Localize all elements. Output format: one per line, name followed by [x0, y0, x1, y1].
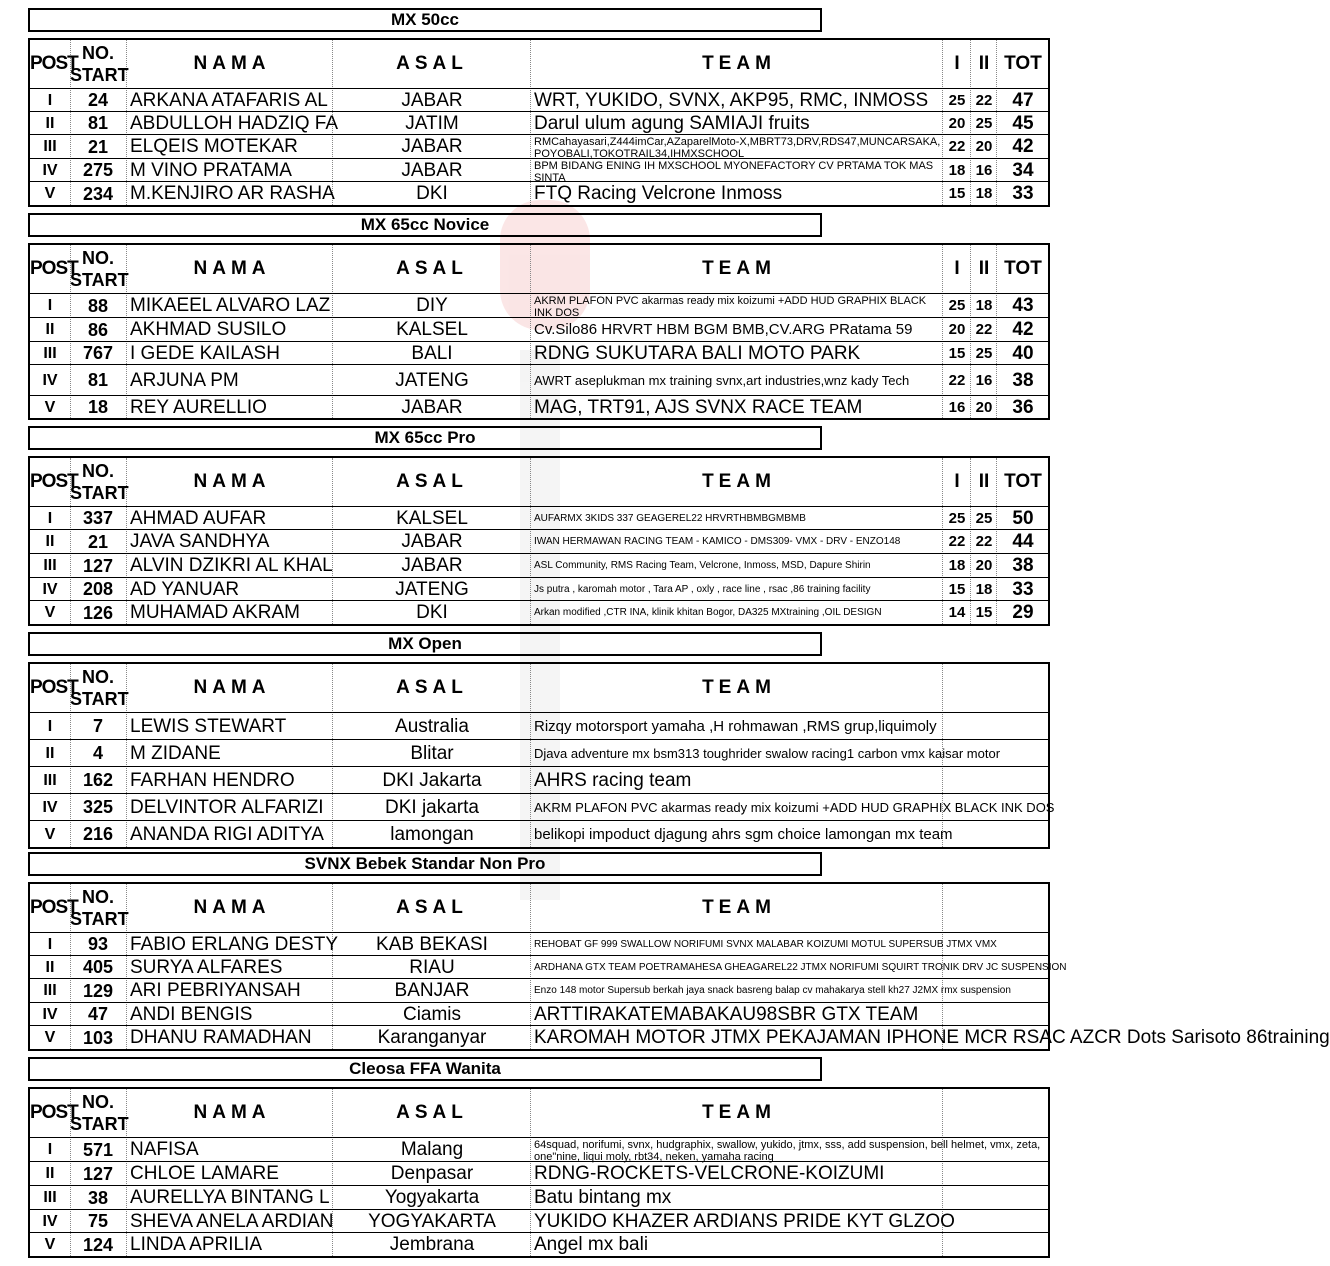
cell-asal: JABAR: [401, 160, 463, 181]
cell-s2: 25: [975, 345, 993, 362]
cell-nama: MUHAMAD AKRAM: [130, 602, 300, 623]
header-nama: NAMA: [193, 677, 271, 698]
cell-no: 103: [82, 1028, 114, 1048]
table-row: [30, 341, 1048, 365]
category-title: SVNX Bebek Standar Non Pro: [28, 852, 822, 876]
cell-team: Arkan modified ,CTR INA, klinik khitan Bogor, DA325 MXtraining ,OIL DESIGN: [534, 607, 882, 618]
cell-no: 275: [82, 160, 114, 180]
results-table: [28, 38, 1050, 207]
cell-pos: II: [45, 321, 55, 338]
cell-nama: ARI PEBRIYANSAH: [130, 980, 301, 1001]
header-no-start: [70, 1089, 129, 1137]
cell-nama: FARHAN HENDRO: [130, 770, 295, 791]
header-asal: ASAL: [396, 258, 468, 279]
cell-no: 127: [82, 1164, 114, 1184]
cell-team: KAROMAH MOTOR JTMX PEKAJAMAN IPHONE MCR RSAC AZCR Dots Sarisoto 86training: [534, 1027, 1330, 1048]
cell-team: RDNG-ROCKETS-VELCRONE-KOIZUMI: [534, 1163, 885, 1184]
cell-nama: I GEDE KAILASH: [130, 343, 280, 364]
cell-team: Angel mx bali: [534, 1234, 649, 1255]
cell-team: YUKIDO KHAZER ARDIANS PRIDE KYT GLZOO: [534, 1211, 955, 1232]
cell-pos: V: [44, 826, 56, 843]
cell-team: BPM BIDANG ENING IH MXSCHOOL MYONEFACTORY CV PRTAMA TOK MAS SINTA: [534, 160, 934, 184]
cell-tot: 43: [1012, 295, 1034, 316]
cell-no: 129: [82, 981, 114, 1001]
cell-tot: 47: [1012, 90, 1034, 111]
cell-asal: JABAR: [401, 90, 463, 111]
table-header: [30, 664, 1048, 712]
cell-s1: 15: [948, 345, 966, 362]
cell-team: FTQ Racing Velcrone Inmoss: [534, 183, 783, 204]
cell-pos: III: [43, 557, 57, 574]
cell-nama: SHEVA ANELA ARDIAN: [130, 1211, 334, 1232]
cell-no: 208: [82, 579, 114, 599]
results-table: [28, 1087, 1050, 1258]
cell-tot: 44: [1012, 531, 1034, 552]
cell-pos: II: [45, 533, 55, 550]
cell-nama: ABDULLOH HADZIQ FA: [130, 113, 338, 134]
cell-team: AHRS racing team: [534, 770, 692, 791]
header-s2: II: [978, 258, 990, 279]
header-asal: ASAL: [396, 897, 468, 918]
cell-team: AKRM PLAFON PVC akarmas ready mix koizumi +ADD HUD GRAPHIX BLACK INK DOS: [534, 800, 1055, 815]
cell-s2: 18: [975, 297, 993, 314]
cell-s2: 18: [975, 581, 993, 598]
header-team: TEAM: [702, 1102, 776, 1123]
header-no: NO.: [81, 1092, 114, 1112]
cell-asal: Malang: [400, 1139, 464, 1160]
table-header: [30, 245, 1048, 293]
header-pos: POST: [30, 471, 78, 492]
cell-team: AUFARMX 3KIDS 337 GEAGEREL22 HRVRTHBMBGMBMB: [534, 513, 806, 524]
cell-asal: DKI jakarta: [385, 797, 479, 818]
cell-pos: II: [45, 745, 55, 762]
cell-s1: 22: [948, 138, 966, 155]
header-team: TEAM: [702, 897, 776, 918]
cell-team: MAG, TRT91, AJS SVNX RACE TEAM: [534, 397, 863, 418]
table-row: [30, 955, 1067, 979]
table-row: [30, 181, 1048, 206]
header-s2: II: [978, 471, 990, 492]
cell-asal: JABAR: [401, 397, 463, 418]
header-nama: NAMA: [193, 897, 271, 918]
cell-team: AWRT aseplukman mx training svnx,art industries,wnz kady Tech: [534, 373, 910, 388]
table-row: [30, 506, 1048, 530]
cell-s1: 18: [948, 162, 966, 179]
cell-s2: 22: [975, 92, 993, 109]
cell-tot: 38: [1012, 370, 1034, 391]
cell-team: belikopi impoduct djagung ahrs sgm choice lamongan mx team: [534, 826, 953, 843]
cell-team: Djava adventure mx bsm313 toughrider swalow racing1 carbon vmx kaisar motor: [534, 746, 1001, 761]
cell-tot: 42: [1012, 136, 1034, 157]
cell-tot: 33: [1012, 183, 1034, 204]
table-header: [30, 1089, 1048, 1137]
header-team: TEAM: [702, 53, 776, 74]
table-row: [30, 820, 1048, 848]
cell-nama: DHANU RAMADHAN: [130, 1027, 312, 1048]
table-row: [30, 577, 1048, 601]
header-team: TEAM: [702, 258, 776, 279]
cell-pos: II: [45, 1165, 55, 1182]
cell-nama: LINDA APRILIA: [130, 1234, 263, 1255]
cell-tot: 36: [1012, 397, 1034, 418]
header-start: START: [70, 689, 129, 709]
cell-asal: DKI: [416, 183, 448, 204]
cell-no: 47: [87, 1004, 109, 1024]
header-no-start: [70, 40, 129, 88]
cell-s2: 25: [975, 115, 993, 132]
cell-tot: 42: [1012, 319, 1034, 340]
cell-s2: 25: [975, 510, 993, 527]
header-asal: ASAL: [396, 53, 468, 74]
cell-s1: 18: [948, 557, 966, 574]
table-header: [30, 884, 1048, 932]
cell-asal: Denpasar: [390, 1163, 474, 1184]
cell-no: 234: [82, 184, 114, 204]
cell-no: 93: [87, 934, 109, 954]
header-no-start: [70, 884, 129, 932]
cell-team: RDNG SUKUTARA BALI MOTO PARK: [534, 343, 861, 364]
cell-no: 88: [87, 296, 109, 316]
cell-tot: 45: [1012, 113, 1034, 134]
header-nama: NAMA: [193, 1102, 271, 1123]
table-row: [30, 1161, 1048, 1186]
header-s1: I: [954, 258, 960, 279]
cell-no: 24: [87, 90, 109, 110]
cell-no: 7: [92, 716, 103, 736]
cell-pos: IV: [42, 1213, 58, 1230]
cell-pos: V: [44, 185, 56, 202]
table-row: [30, 111, 1048, 135]
cell-nama: ALVIN DZIKRI AL KHAL: [130, 555, 333, 576]
cell-s1: 25: [948, 92, 966, 109]
header-pos: POST: [30, 897, 78, 918]
cell-tot: 29: [1012, 602, 1034, 623]
cell-pos: II: [45, 959, 55, 976]
cell-no: 75: [87, 1211, 109, 1231]
cell-asal: Karanganyar: [377, 1027, 487, 1048]
cell-pos: I: [47, 92, 53, 109]
cell-team: RMCahayasari,Z444imCar,AZaparelMoto-X,MBRT73,DRV,RDS47,MUNCARSAKA, POYOBALI,TOKOTRAIL34,IHMXSCHOOL: [534, 136, 941, 160]
table-row: [30, 1209, 1048, 1233]
cell-no: 216: [82, 824, 114, 844]
table-header: [30, 40, 1048, 88]
cell-asal: JABAR: [401, 531, 463, 552]
category-title: MX Open: [28, 632, 822, 656]
cell-asal: JATENG: [395, 370, 469, 391]
cell-no: 124: [82, 1235, 114, 1255]
cell-tot: 50: [1012, 508, 1034, 529]
cell-pos: I: [47, 1141, 53, 1158]
cell-nama: ANDI BENGIS: [130, 1004, 253, 1025]
cell-nama: AHMAD AUFAR: [130, 508, 267, 529]
cell-s1: 16: [948, 399, 966, 416]
cell-s1: 22: [948, 372, 966, 389]
header-no: NO.: [81, 461, 114, 481]
cell-asal: KALSEL: [396, 319, 468, 340]
header-no-start: [70, 664, 129, 712]
table-row: [30, 364, 1048, 396]
cell-nama: M VINO PRATAMA: [130, 160, 292, 181]
cell-pos: III: [43, 138, 57, 155]
table-row: [30, 158, 1048, 182]
cell-no: 162: [82, 770, 114, 790]
table-row: [30, 1185, 1048, 1210]
cell-nama: DELVINTOR ALFARIZI: [130, 797, 324, 818]
category-title: MX 65cc Pro: [28, 426, 822, 450]
cell-nama: AD YANUAR: [130, 579, 240, 600]
cell-no: 21: [87, 137, 109, 157]
cell-no: 18: [87, 397, 109, 417]
cell-s2: 20: [975, 399, 993, 416]
results-table: [28, 243, 1050, 420]
cell-nama: JAVA SANDHYA: [130, 531, 270, 552]
header-no: NO.: [81, 667, 114, 687]
header-no: NO.: [81, 43, 114, 63]
cell-team: REHOBAT GF 999 SWALLOW NORIFUMI SVNX MALABAR KOIZUMI MOTUL SUPERSUB JTMX VMX: [534, 939, 997, 950]
cell-pos: I: [47, 510, 53, 527]
cell-asal: RIAU: [409, 957, 455, 978]
header-nama: NAMA: [193, 53, 271, 74]
cell-asal: BANJAR: [394, 980, 470, 1001]
cell-s1: 25: [948, 297, 966, 314]
results-table: [28, 456, 1050, 626]
cell-team: ASL Community, RMS Racing Team, Velcrone, Inmoss, MSD, Dapure Shirin: [534, 560, 871, 571]
table-row: [30, 317, 1048, 342]
cell-pos: V: [44, 399, 56, 416]
cell-no: 571: [82, 1140, 114, 1160]
header-pos: POST: [30, 677, 78, 698]
cell-no: 767: [82, 343, 114, 363]
cell-team: WRT, YUKIDO, SVNX, AKP95, RMC, INMOSS: [534, 90, 929, 111]
header-s2: II: [978, 53, 990, 74]
cell-team: 64squad, norifumi, svnx, hudgraphix, swallow, yukido, jtmx, sss, add suspension, bell helmet, vmx, zeta, one"nine, liqui moly, rbt34, neken, yamaha racing: [534, 1139, 1041, 1163]
cell-nama: ARKANA ATAFARIS AL: [130, 90, 328, 111]
table-row: [30, 932, 1048, 956]
cell-nama: ELQEIS MOTEKAR: [130, 136, 298, 157]
header-asal: ASAL: [396, 677, 468, 698]
cell-pos: I: [47, 718, 53, 735]
cell-s1: 20: [948, 115, 966, 132]
cell-nama: LEWIS STEWART: [130, 716, 287, 737]
cell-pos: V: [44, 1236, 56, 1253]
cell-asal: JATENG: [395, 579, 469, 600]
header-asal: ASAL: [396, 1102, 468, 1123]
results-table: [28, 662, 1055, 849]
header-s1: I: [954, 53, 960, 74]
cell-s2: 20: [975, 557, 993, 574]
header-nama: NAMA: [193, 471, 271, 492]
cell-s1: 15: [948, 581, 966, 598]
cell-asal: DKI Jakarta: [382, 770, 482, 791]
cell-s1: 20: [948, 321, 966, 338]
cell-team: Js putra , karomah motor , Tara AP , oxly , race line , rsac ,86 training facility: [534, 584, 871, 595]
cell-no: 81: [87, 113, 109, 133]
header-pos: POST: [30, 1102, 78, 1123]
cell-pos: IV: [42, 162, 58, 179]
table-row: [30, 600, 1048, 625]
table-row: [30, 529, 1048, 554]
cell-nama: M ZIDANE: [130, 743, 221, 764]
cell-team: Enzo 148 motor Supersub berkah jaya snack basreng balap cv mahakarya stell kh27 J2MX rmx suspension: [534, 985, 1011, 996]
cell-pos: IV: [42, 372, 58, 389]
cell-pos: II: [45, 115, 55, 132]
cell-nama: ANANDA RIGI ADITYA: [130, 824, 324, 845]
cell-nama: SURYA ALFARES: [130, 957, 283, 978]
header-no-start: [70, 245, 129, 293]
cell-team: IWAN HERMAWAN RACING TEAM - KAMICO - DMS309- VMX - DRV - ENZO148: [534, 536, 901, 547]
table-row: [30, 395, 1048, 419]
cell-tot: 40: [1012, 343, 1034, 364]
cell-pos: III: [43, 772, 57, 789]
header-tot: TOT: [1004, 471, 1042, 492]
cell-pos: I: [47, 297, 53, 314]
cell-team: Cv.Silo86 HRVRT HBM BGM BMB,CV.ARG PRatama 59: [534, 321, 913, 338]
cell-tot: 38: [1012, 555, 1034, 576]
header-no-start: [70, 458, 129, 506]
cell-nama: MIKAEEL ALVARO LAZ: [130, 295, 331, 316]
cell-s1: 15: [948, 185, 966, 202]
cell-no: 405: [82, 957, 114, 977]
cell-team: Darul ulum agung SAMIAJI fruits: [534, 113, 810, 134]
cell-pos: IV: [42, 1006, 58, 1023]
cell-asal: DKI: [416, 602, 448, 623]
cell-nama: REY AURELLIO: [130, 397, 267, 418]
cell-team: AKRM PLAFON PVC akarmas ready mix koizumi +ADD HUD GRAPHIX BLACK INK DOS: [534, 295, 927, 319]
header-team: TEAM: [702, 471, 776, 492]
cell-no: 38: [87, 1188, 109, 1208]
cell-asal: Australia: [395, 716, 469, 737]
cell-team: Rizqy motorsport yamaha ,H rohmawan ,RMS grup,liquimoly: [534, 718, 937, 735]
table-row: [30, 553, 1048, 578]
header-start: START: [70, 65, 129, 85]
cell-no: 21: [87, 532, 109, 552]
cell-no: 325: [82, 797, 114, 817]
cell-asal: Yogyakarta: [384, 1187, 480, 1208]
header-s1: I: [954, 471, 960, 492]
cell-pos: I: [47, 936, 53, 953]
table-row: [30, 739, 1048, 767]
cell-s1: 14: [948, 604, 966, 621]
cell-s2: 15: [975, 604, 993, 621]
cell-no: 81: [87, 370, 109, 390]
cell-no: 337: [82, 508, 114, 528]
cell-s2: 16: [975, 372, 993, 389]
cell-asal: JATIM: [405, 113, 459, 134]
cell-team: ARDHANA GTX TEAM POETRAMAHESA GHEAGAREL22 JTMX NORIFUMI SQUIRT TRONIK DRV JC SUSPENSION: [534, 962, 1067, 973]
cell-s2: 22: [975, 533, 993, 550]
cell-tot: 34: [1012, 160, 1034, 181]
cell-asal: Blitar: [410, 743, 454, 764]
cell-s2: 20: [975, 138, 993, 155]
cell-no: 4: [92, 743, 103, 763]
cell-nama: AKHMAD SUSILO: [130, 319, 287, 340]
header-nama: NAMA: [193, 258, 271, 279]
header-start: START: [70, 909, 129, 929]
cell-team: Batu bintang mx: [534, 1187, 672, 1208]
category-title: Cleosa FFA Wanita: [28, 1057, 822, 1081]
cell-nama: FABIO ERLANG DESTY: [130, 934, 338, 955]
cell-nama: NAFISA: [130, 1139, 199, 1160]
table-row: [30, 1232, 1048, 1257]
cell-tot: 33: [1012, 579, 1034, 600]
cell-asal: KAB BEKASI: [376, 934, 488, 955]
cell-asal: Jembrana: [389, 1234, 475, 1255]
header-team: TEAM: [702, 677, 776, 698]
table-row: [30, 712, 1048, 740]
cell-nama: ARJUNA PM: [130, 370, 239, 391]
cell-s1: 22: [948, 533, 966, 550]
cell-pos: V: [44, 1029, 56, 1046]
table-row: [30, 1002, 1048, 1026]
category-title: MX 50cc: [28, 8, 822, 32]
cell-pos: III: [43, 982, 57, 999]
header-start: START: [70, 270, 129, 290]
cell-pos: IV: [42, 799, 58, 816]
header-tot: TOT: [1004, 53, 1042, 74]
table-row: [30, 88, 1048, 112]
table-row: [30, 793, 1055, 821]
cell-asal: JABAR: [401, 136, 463, 157]
category-title: MX 65cc Novice: [28, 213, 822, 237]
table-row: [30, 1137, 1048, 1162]
header-pos: POST: [30, 258, 78, 279]
cell-asal: BALI: [411, 343, 453, 364]
cell-nama: AURELLYA BINTANG L: [130, 1187, 330, 1208]
cell-nama: M.KENJIRO AR RASHA: [130, 183, 335, 204]
table-header: [30, 458, 1048, 506]
cell-s2: 16: [975, 162, 993, 179]
cell-s1: 25: [948, 510, 966, 527]
cell-asal: JABAR: [401, 555, 463, 576]
cell-asal: YOGYAKARTA: [368, 1211, 496, 1232]
cell-no: 86: [87, 320, 109, 340]
cell-pos: III: [43, 345, 57, 362]
table-row: [30, 978, 1048, 1003]
cell-pos: V: [44, 604, 56, 621]
header-pos: POST: [30, 53, 78, 74]
cell-no: 126: [82, 603, 114, 623]
header-start: START: [70, 1114, 129, 1134]
cell-team: ARTTIRAKATEMABAKAU98SBR GTX TEAM: [534, 1004, 919, 1025]
cell-asal: KALSEL: [396, 508, 468, 529]
cell-asal: Ciamis: [402, 1004, 462, 1025]
cell-s2: 18: [975, 185, 993, 202]
header-tot: TOT: [1004, 258, 1042, 279]
table-row: [30, 134, 1048, 159]
cell-pos: III: [43, 1189, 57, 1206]
header-no: NO.: [81, 248, 114, 268]
cell-asal: lamongan: [390, 824, 474, 845]
cell-pos: IV: [42, 581, 58, 598]
header-asal: ASAL: [396, 471, 468, 492]
results-table: [28, 882, 1330, 1051]
header-no: NO.: [81, 887, 114, 907]
table-row: [30, 1025, 1330, 1050]
cell-s2: 22: [975, 321, 993, 338]
cell-no: 127: [82, 556, 114, 576]
table-row: [30, 293, 1048, 318]
cell-nama: CHLOE LAMARE: [130, 1163, 279, 1184]
header-start: START: [70, 483, 129, 503]
table-row: [30, 766, 1048, 794]
cell-asal: DIY: [416, 295, 448, 316]
